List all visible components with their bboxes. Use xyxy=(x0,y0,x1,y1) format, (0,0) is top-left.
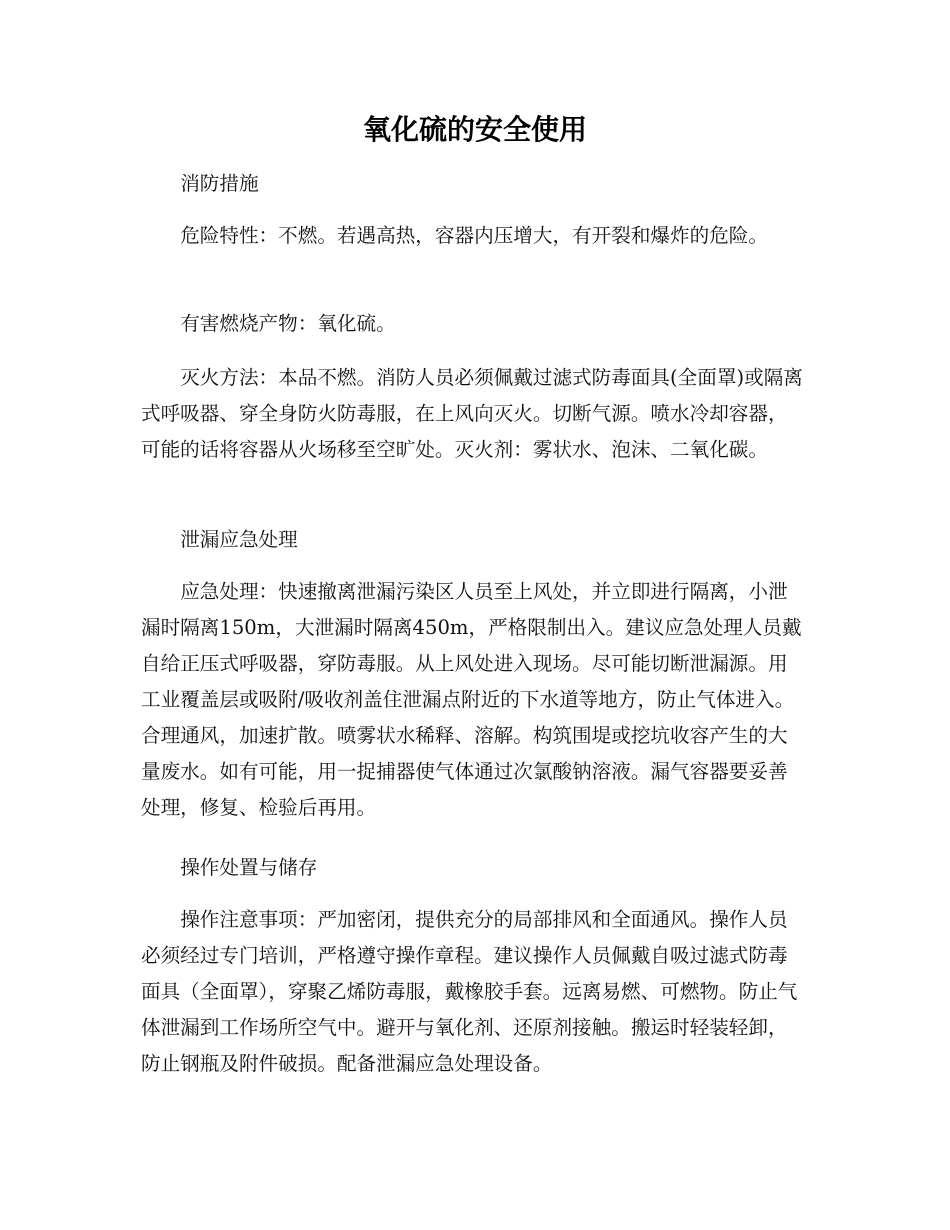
section-heading-handling-storage: 操作处置与储存 xyxy=(180,856,318,879)
section-heading-leak-emergency: 泄漏应急处理 xyxy=(180,528,298,551)
paragraph-extinguishing-method: 灭火方法：本品不燃。消防人员必须佩戴过滤式防毒面具(全面罩)或隔离式呼吸器、穿全身防火防毒服，在上风向灭火。切断气源。喷水冷却容器，可能的话将容器从火场移至空旷处。灭火剂：雾状水、泡沫、二氧化碳。 xyxy=(141,366,803,461)
paragraph-emergency-handling: 应急处理：快速撤离泄漏污染区人员至上风处，并立即进行隔离，小泄漏时隔离150m，大泄漏时隔离450m，严格限制出入。建议应急处理人员戴自给正压式呼吸器，穿防毒服。从上风处进入现场。尽可能切断泄漏源。用工业覆盖层或吸附/吸收剂盖住泄漏点附近的下水道等地方，防止气体进入。合理通风，加速扩散。喷雾状水稀释、溶解。构筑围堤或挖坑收容产生的大量废水。如有可能，用一捉捕器使气体通过次氯酸钠溶液。漏气容器要妥善处理，修复、检验后再用。 xyxy=(141,580,802,819)
paragraph-hazard-characteristics: 危险特性：不燃。若遇高热，容器内压增大，有开裂和爆炸的危险。 xyxy=(180,224,768,247)
paragraph-handling-precautions: 操作注意事项：严加密闭，提供充分的局部排风和全面通风。操作人员必须经过专门培训，严格遵守操作章程。建议操作人员佩戴自吸过滤式防毒面具（全面罩），穿聚乙烯防毒服，戴橡胶手套。远离易燃、可燃物。防止气体泄漏到工作场所空气中。避开与氧化剂、还原剂接触。搬运时轻装轻卸，防止钢瓶及附件破损。配备泄漏应急处理设备。 xyxy=(141,908,798,1075)
paragraph-combustion-products: 有害燃烧产物：氧化硫。 xyxy=(180,312,396,335)
section-heading-fire-fighting: 消防措施 xyxy=(180,172,259,195)
document-title: 氧化硫的安全使用 xyxy=(362,113,587,146)
